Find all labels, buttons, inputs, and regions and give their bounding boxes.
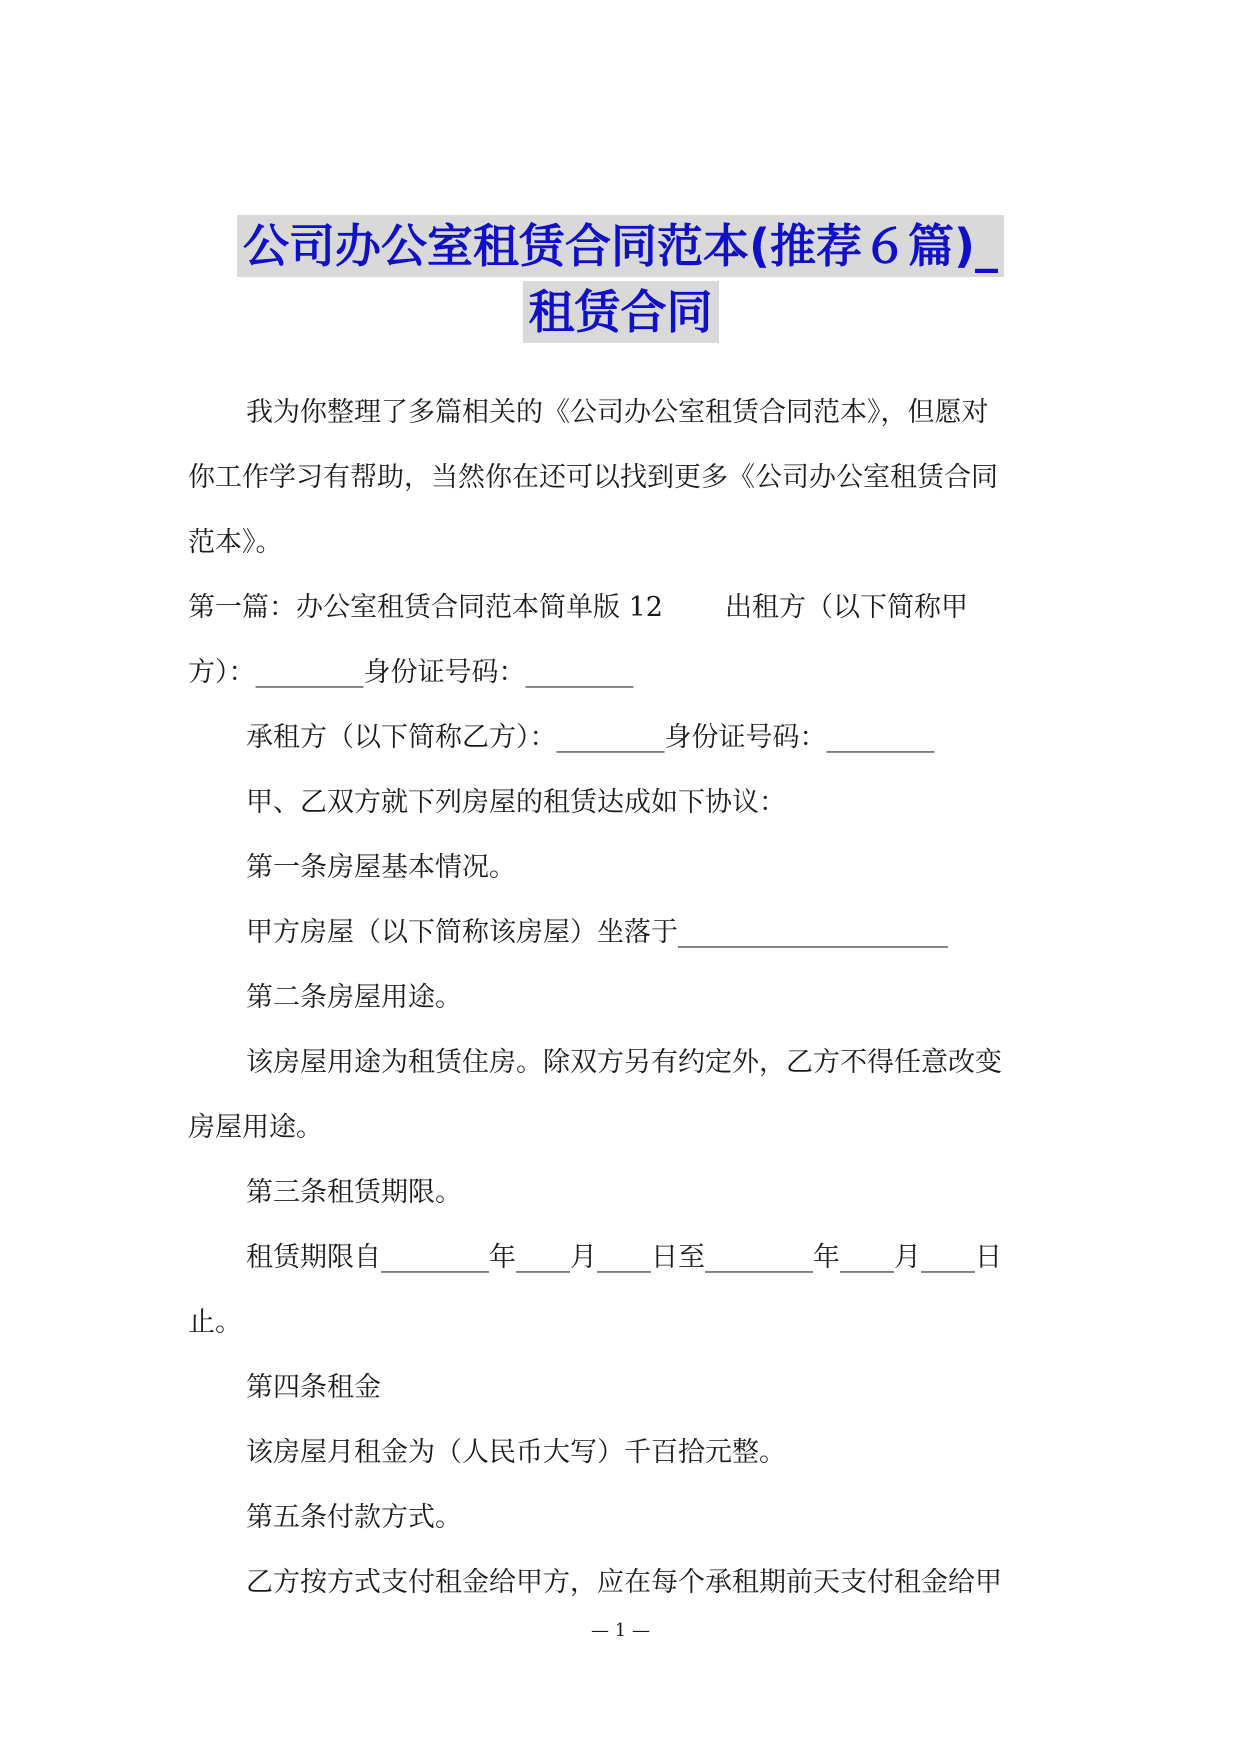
article-4-text: 该房屋月租金为（人民币大写）千百拾元整。 [246, 1437, 786, 1468]
page-number: — 1 — [591, 1620, 650, 1641]
article-2-text-1: 该房屋用途为租赁住房。除双方另有约定外，乙方不得任意改变 [246, 1047, 1002, 1078]
intro-line-1: 我为你整理了多篇相关的《公司办公室租赁合同范本》，但愿对 [246, 397, 989, 428]
article-3-heading: 第三条租赁期限。 [246, 1177, 462, 1208]
title-line-2: 租赁合同 [523, 281, 719, 343]
agreement-line: 甲、乙双方就下列房屋的租赁达成如下协议： [246, 787, 786, 818]
article-2-text-2: 房屋用途。 [188, 1112, 323, 1143]
lessor-label: 出租方（以下简称甲 [724, 592, 968, 623]
article-3-text-2: 止。 [188, 1307, 242, 1338]
article-5-heading: 第五条付款方式。 [246, 1502, 462, 1533]
section-1-heading [188, 575, 1058, 640]
document-title [0, 215, 1241, 343]
article-2-heading: 第二条房屋用途。 [246, 982, 462, 1013]
article-1-heading: 第一条房屋基本情况。 [246, 852, 516, 883]
intro-line-2: 你工作学习有帮助，当然你在还可以找到更多《公司办公室租赁合同 [188, 462, 998, 493]
lessor-line: 方）：________身份证号码：________ [188, 657, 634, 688]
article-1-text: 甲方房屋（以下简称该房屋）坐落于____________________ [246, 917, 948, 948]
document-body [188, 380, 1058, 1615]
article-5-text: 乙方按方式支付租金给甲方，应在每个承租期前天支付租金给甲 [246, 1567, 1002, 1598]
article-4-heading: 第四条租金 [246, 1372, 381, 1403]
section-1-title: 第一篇：办公室租赁合同范本简单版 12 [188, 592, 663, 623]
article-3-text-1: 租赁期限自________年____月____日至________年____月____日 [246, 1242, 1002, 1273]
lessee-line: 承租方（以下简称乙方）：________身份证号码：________ [246, 722, 935, 753]
title-line-1: 公司办公室租赁合同范本(推荐６篇)_ [237, 215, 1004, 277]
intro-line-3: 范本》。 [188, 527, 283, 558]
